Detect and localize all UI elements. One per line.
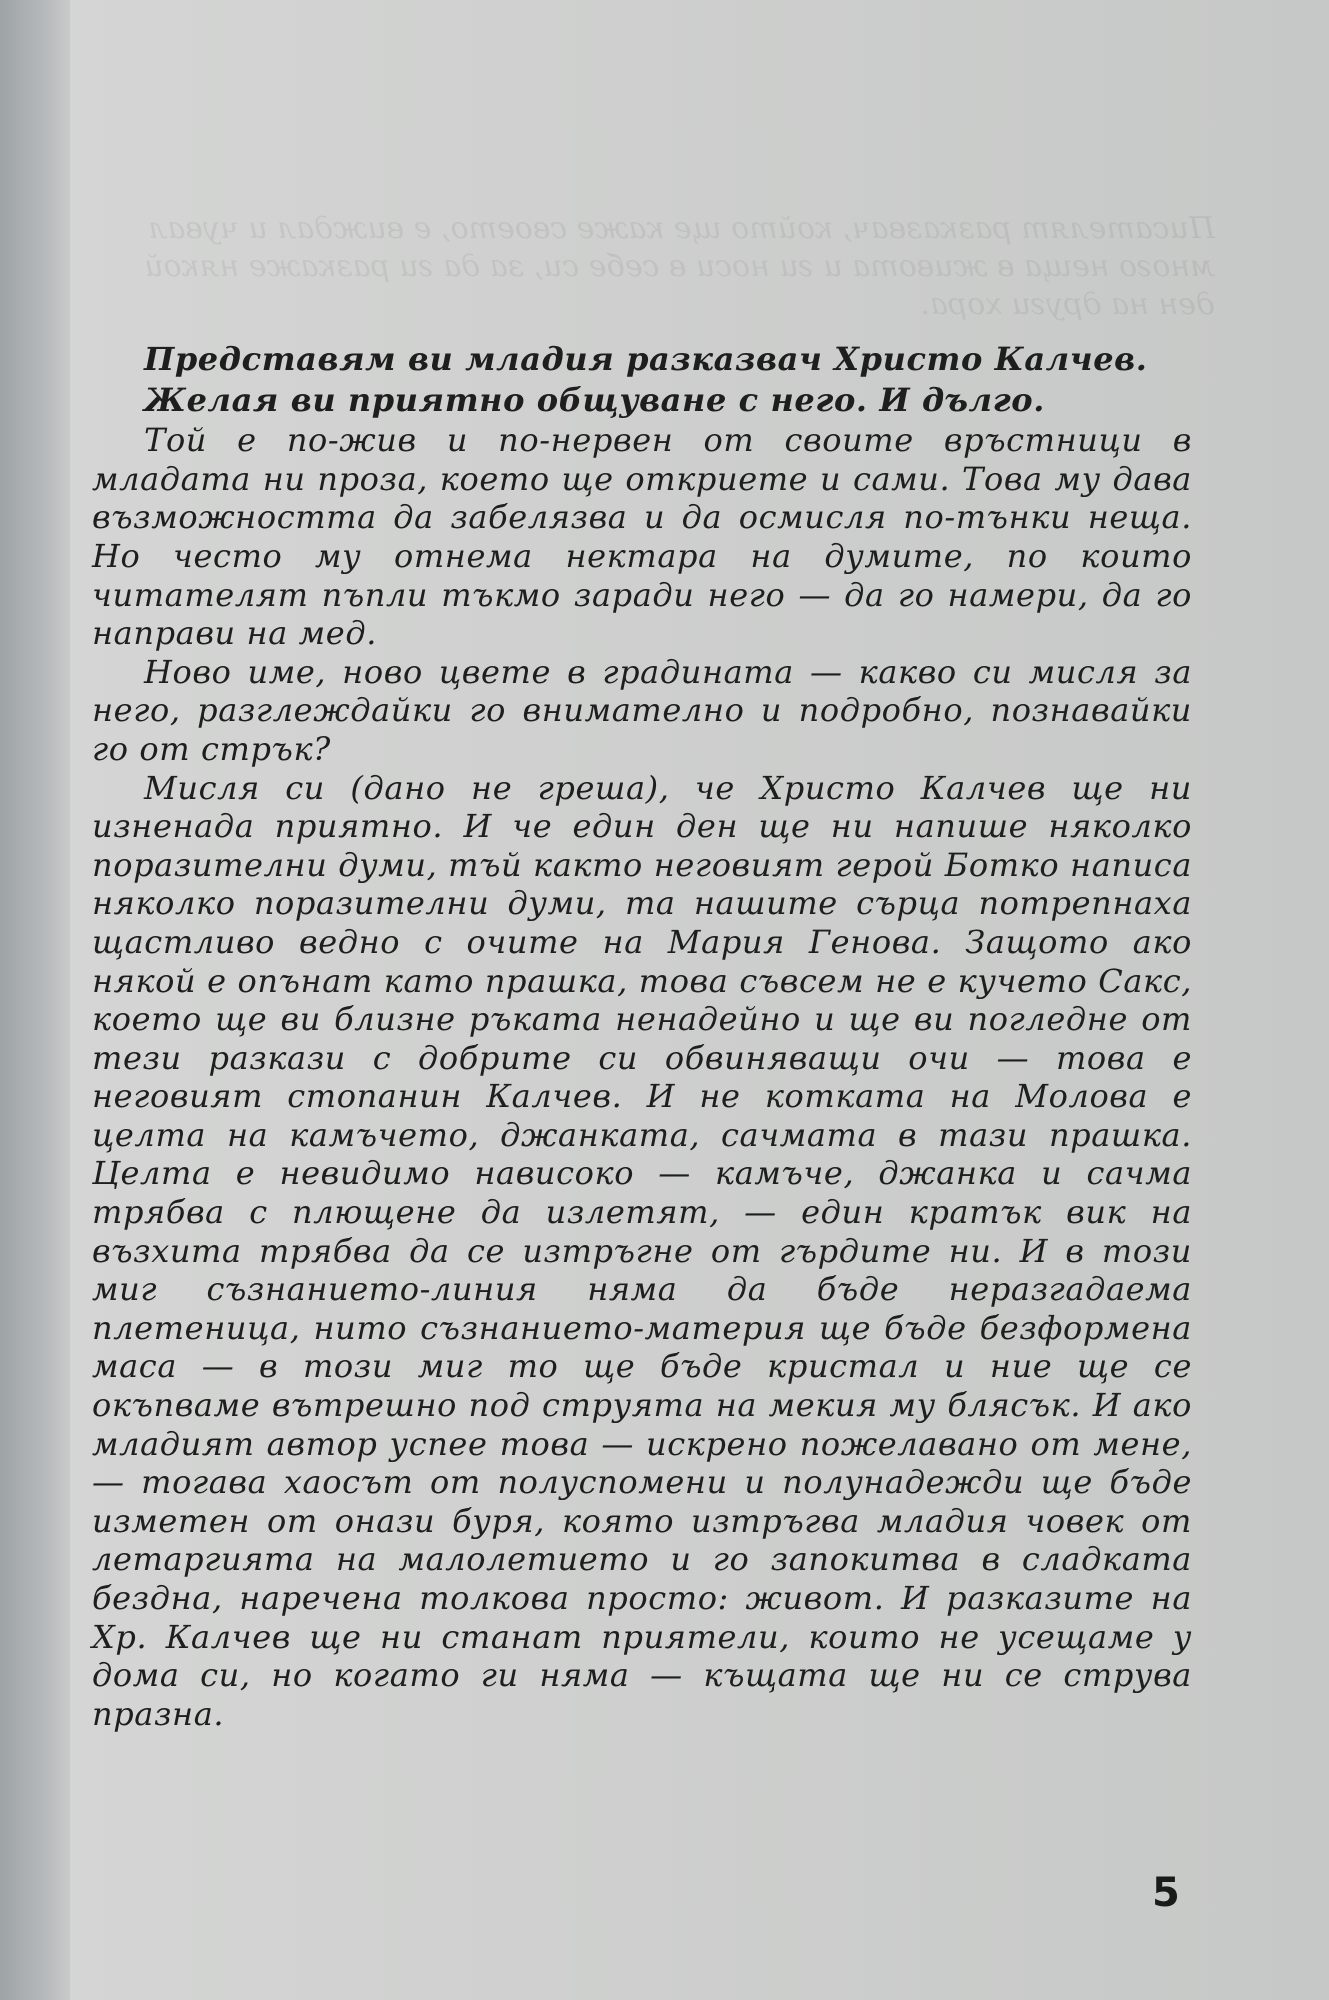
preface-text [92,340,1192,1733]
bleed-through-text: Писателят разказвач, който ще каже своето, е виждал и чувал много неща в живота и ги носи в себе си, за да ги разкаже някой ден на други хора. [144,211,1215,322]
paragraph: Мисля си (дано не греша), че Христо Калчев ще ни изненада приятно. И че един ден ще ни напише няколко поразителни думи, тъй както неговият герой Ботко написа няколко поразителни думи, та нашите сърца потрепнаха щастливо ведно с очите на Мария Генова. Защото ако някой е опънат като прашка, това съвсем не е кучето Сакс, което ще ви близне ръката ненадейно и ще ви погледне от тези разкази с добрите си обвиняващи очи — това е неговият стопанин Калчев. И не котката на Молова е целта на камъчето, джанката, сачмата в тази прашка. Целта е невидимо нависоко — камъче, джанка и сачма трябва с плющене да излетят, — един кратък вик на възхита трябва да се изтръгне от гърдите ни. И в този миг съзнанието-линия няма да бъде неразгадаема плетеница, нито съзнанието-материя ще бъде безформена маса — в този миг то ще бъде кристал и ние ще се окъпваме вътрешно под струята на мекия му блясък. И ако младият автор успее това — искрено пожелавано от мене, — тогава хаосът от полуспомени и полунадежди ще бъде изметен от онази буря, която изтръгва младия човек от летаргията на малолетието и го запокитва в сладката бездна, наречена толкова просто: живот. И разказите на Хр. Калчев ще ни станат приятели, които не усещаме у дома си, но когато ги няма — къщата ще ни се струва празна. [92,768,1192,1733]
intro-line-2: Желая ви приятно общуване с него. И дълго. [144,380,1045,419]
intro-line-1: Представям ви младия разказвач Христо Калчев. [144,340,1148,378]
paragraph: Ново име, ново цвете в градината — какво си мисля за него, разглеждайки го внимателно и подробно, познавайки го от стрък? [92,652,1192,768]
page-gutter [0,0,70,2000]
paragraph: Той е по-жив и по-нервен от своите връстници в младата ни проза, което ще откриете и сами. Това му дава възможността да забелязва и да осмисля по-тънки неща. Но често му отнема нектара на думите, по които читателят пъпли тъкмо заради него — да го намери, да го направи на мед. [92,421,1192,653]
page-number: 5 [1152,1870,1180,1916]
